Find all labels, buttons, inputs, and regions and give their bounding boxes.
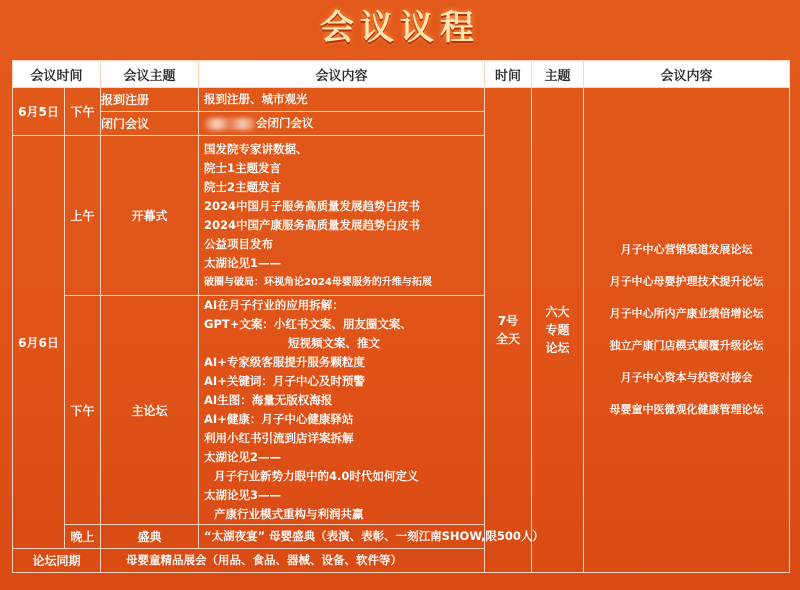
day1-row-registration: [13, 88, 790, 112]
page-title: 会议议程: [320, 8, 480, 48]
content-line: 报到注册、城市观光: [204, 92, 308, 106]
sub-venue-theme-line: 六大: [545, 305, 570, 319]
sub-venue-theme-line: 论坛: [545, 341, 570, 355]
forum-list: [584, 88, 790, 573]
day2-content-evening: [199, 525, 790, 549]
content-line: 院士2主题发言: [204, 179, 282, 194]
day1-theme-closed-meeting: 闭门会议: [101, 112, 199, 136]
content-line: 破圈与破局：环视角论2024母婴服务的升维与拓展: [204, 276, 432, 288]
forum-item: 月子中心母婴护理技术提升论坛: [609, 275, 764, 288]
day2-row-evening: [13, 525, 790, 549]
content-line: 太湖论见1——: [204, 255, 282, 270]
sub-venue-theme: [532, 88, 584, 573]
header-theme-2: 主题: [532, 61, 584, 88]
forum-item: 月子中心营销渠道发展论坛: [620, 243, 753, 256]
content-line: AI+专家级客服提升服务颗粒度: [204, 355, 365, 369]
content-line: AI+健康：月子中心健康驿站: [204, 412, 354, 426]
content-line: 太湖论见3——: [204, 488, 282, 502]
forum-item: 母婴童中医微观化健康管理论坛: [609, 403, 764, 416]
day2-theme-gala: 盛典: [101, 525, 199, 549]
content-line: 短视频文案、推文: [288, 336, 381, 350]
header-time-2: 时间: [485, 61, 532, 88]
content-line: AI在月子行业的应用拆解：: [204, 298, 344, 312]
redacted-blur: [204, 118, 256, 130]
header-content-2: 会议内容: [584, 61, 790, 88]
content-line: AI+关键词：月子中心及时预警: [204, 374, 365, 388]
day1-content-registration: [199, 88, 485, 112]
day2-content-morning: [199, 136, 485, 296]
content-line: 产康行业模式重构与利润共赢: [214, 507, 364, 521]
content-line: 院士1主题发言: [204, 160, 282, 175]
header-theme: 会议主题: [101, 61, 199, 88]
sub-venue-time: [485, 88, 532, 573]
sub-venue-theme-line: 专题: [545, 323, 570, 337]
content-line: AI生图：海量无版权海报: [204, 393, 333, 407]
forum-item: 月子中心所内产康业绩倍增论坛: [609, 307, 764, 320]
day2-theme-main-forum: 主论坛: [101, 296, 199, 525]
day1-date: 6月5日: [13, 88, 65, 136]
header-content: 会议内容: [199, 61, 485, 88]
day2-period-morning: 上午: [65, 136, 101, 296]
content-line: 国发院专家讲数据、: [204, 141, 308, 156]
day1-theme-registration: 报到注册: [101, 88, 199, 112]
content-line: 公益项目发布: [204, 236, 274, 251]
day1-period: 下午: [65, 88, 101, 136]
day1-content-closed-meeting: [199, 112, 485, 136]
content-line: GPT+文案：小红书文案、朋友圈文案、: [204, 317, 412, 331]
sub-venue-time-line: 全天: [496, 332, 521, 346]
content-line: 太湖论见2——: [204, 450, 282, 464]
header-row: [13, 61, 790, 88]
forum-item: 月子中心资本与投资对接会: [620, 371, 753, 384]
day2-period-evening: 晚上: [65, 525, 101, 549]
sub-venue-time-line: 7号: [497, 314, 519, 328]
footer-content: [101, 549, 790, 573]
content-line: 月子行业新势力眼中的4.0时代如何定义: [214, 469, 419, 483]
content-line: 母婴童精品展会（用品、食品、器械、设备、软件等）: [126, 553, 403, 567]
agenda-table: [12, 60, 790, 573]
content-line: [204, 114, 484, 133]
footer-row: [13, 549, 790, 573]
header-time: 会议时间: [13, 61, 101, 88]
day2-content-afternoon: [199, 296, 485, 525]
content-line: 利用小红书引流到店详案拆解: [204, 431, 354, 445]
footer-label: 论坛同期: [13, 549, 101, 573]
content-line: 2024中国产康服务高质量发展趋势白皮书: [204, 217, 421, 232]
day2-theme-opening: 开幕式: [101, 136, 199, 296]
forum-item: 独立产康门店模式颠覆升级论坛: [609, 339, 764, 352]
content-text: 会闭门会议: [256, 116, 314, 130]
content-line: 2024中国月子服务高质量发展趋势白皮书: [204, 198, 421, 213]
content-line: “太湖夜宴” 母婴盛典（表演、表彰、一刻江南SHOW,限500人）: [204, 529, 544, 543]
day2-date: 6月6日: [13, 136, 65, 549]
day2-period-afternoon: 下午: [65, 296, 101, 525]
